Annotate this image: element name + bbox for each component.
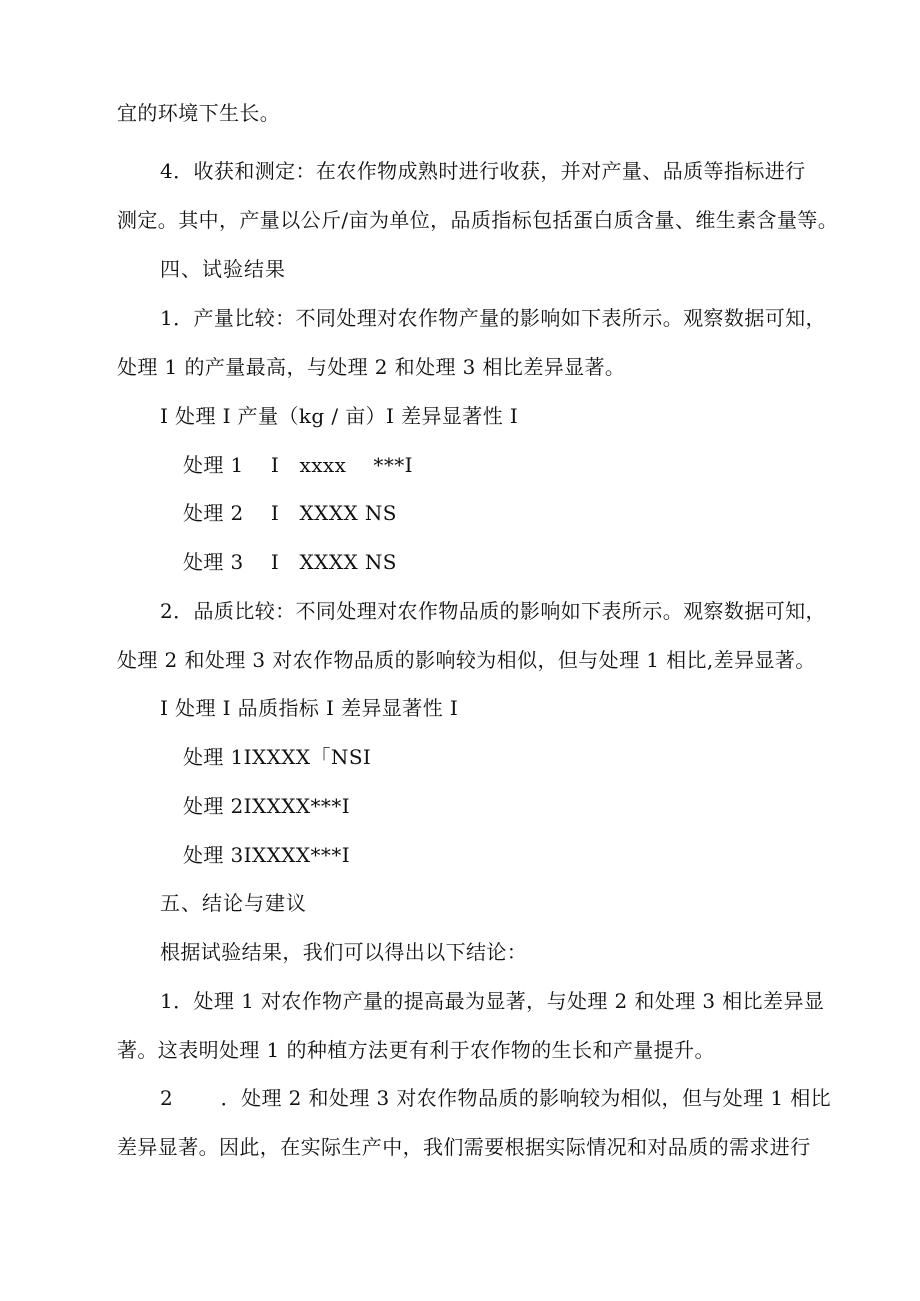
paragraph-line: 处理 1 的产量最高，与处理 2 和处理 3 相比差异显著。 xyxy=(117,355,626,379)
paragraph-line: 1．处理 1 对农作物产量的提高最为显著，与处理 2 和处理 3 相比差异显 xyxy=(160,989,825,1013)
paragraph-line: 2．品质比较：不同处理对农作物品质的影响如下表所示。观察数据可知， xyxy=(160,599,826,623)
table-header-yield: I 处理 I 产量（kg / 亩）I 差异显著性 I xyxy=(160,404,519,428)
paragraph-line: 2 ．处理 2 和处理 3 对农作物品质的影响较为相似，但与处理 1 相比 xyxy=(160,1086,831,1110)
paragraph-line: 著。这表明处理 1 的种植方法更有利于农作物的生长和产量提升。 xyxy=(117,1038,715,1062)
table-row-quality: 处理 2IXXXX***I xyxy=(183,794,351,818)
paragraph-line: 根据试验结果，我们可以得出以下结论： xyxy=(160,940,528,964)
paragraph-line: 测定。其中，产量以公斤/亩为单位，品质指标包括蛋白质含量、维生素含量等。 xyxy=(117,208,839,232)
section-heading-conclusion: 五、结论与建议 xyxy=(160,891,307,915)
table-row-yield: 处理 3 I XXXX NS xyxy=(183,550,397,574)
table-row-yield: 处理 2 I XXXX NS xyxy=(183,501,397,525)
table-header-quality: I 处理 I 品质指标 I 差异显著性 I xyxy=(160,696,459,720)
table-row-yield: 处理 1 I xxxx ***I xyxy=(183,453,413,477)
paragraph-line: 差异显著。因此，在实际生产中，我们需要根据实际情况和对品质的需求进行 xyxy=(117,1135,811,1159)
section-heading-results: 四、试验结果 xyxy=(160,257,286,281)
table-row-quality: 处理 1IXXXX「NSI xyxy=(183,745,372,769)
paragraph-line: 宜的环境下生长。 xyxy=(117,101,281,125)
paragraph-line: 4．收获和测定：在农作物成熟时进行收获，并对产量、品质等指标进行 xyxy=(160,159,806,183)
paragraph-line: 处理 2 和处理 3 对农作物品质的影响较为相似，但与处理 1 相比,差异显著。 xyxy=(117,648,816,672)
paragraph-line: 1．产量比较：不同处理对农作物产量的影响如下表所示。观察数据可知， xyxy=(160,306,826,330)
table-row-quality: 处理 3IXXXX***I xyxy=(183,843,351,867)
